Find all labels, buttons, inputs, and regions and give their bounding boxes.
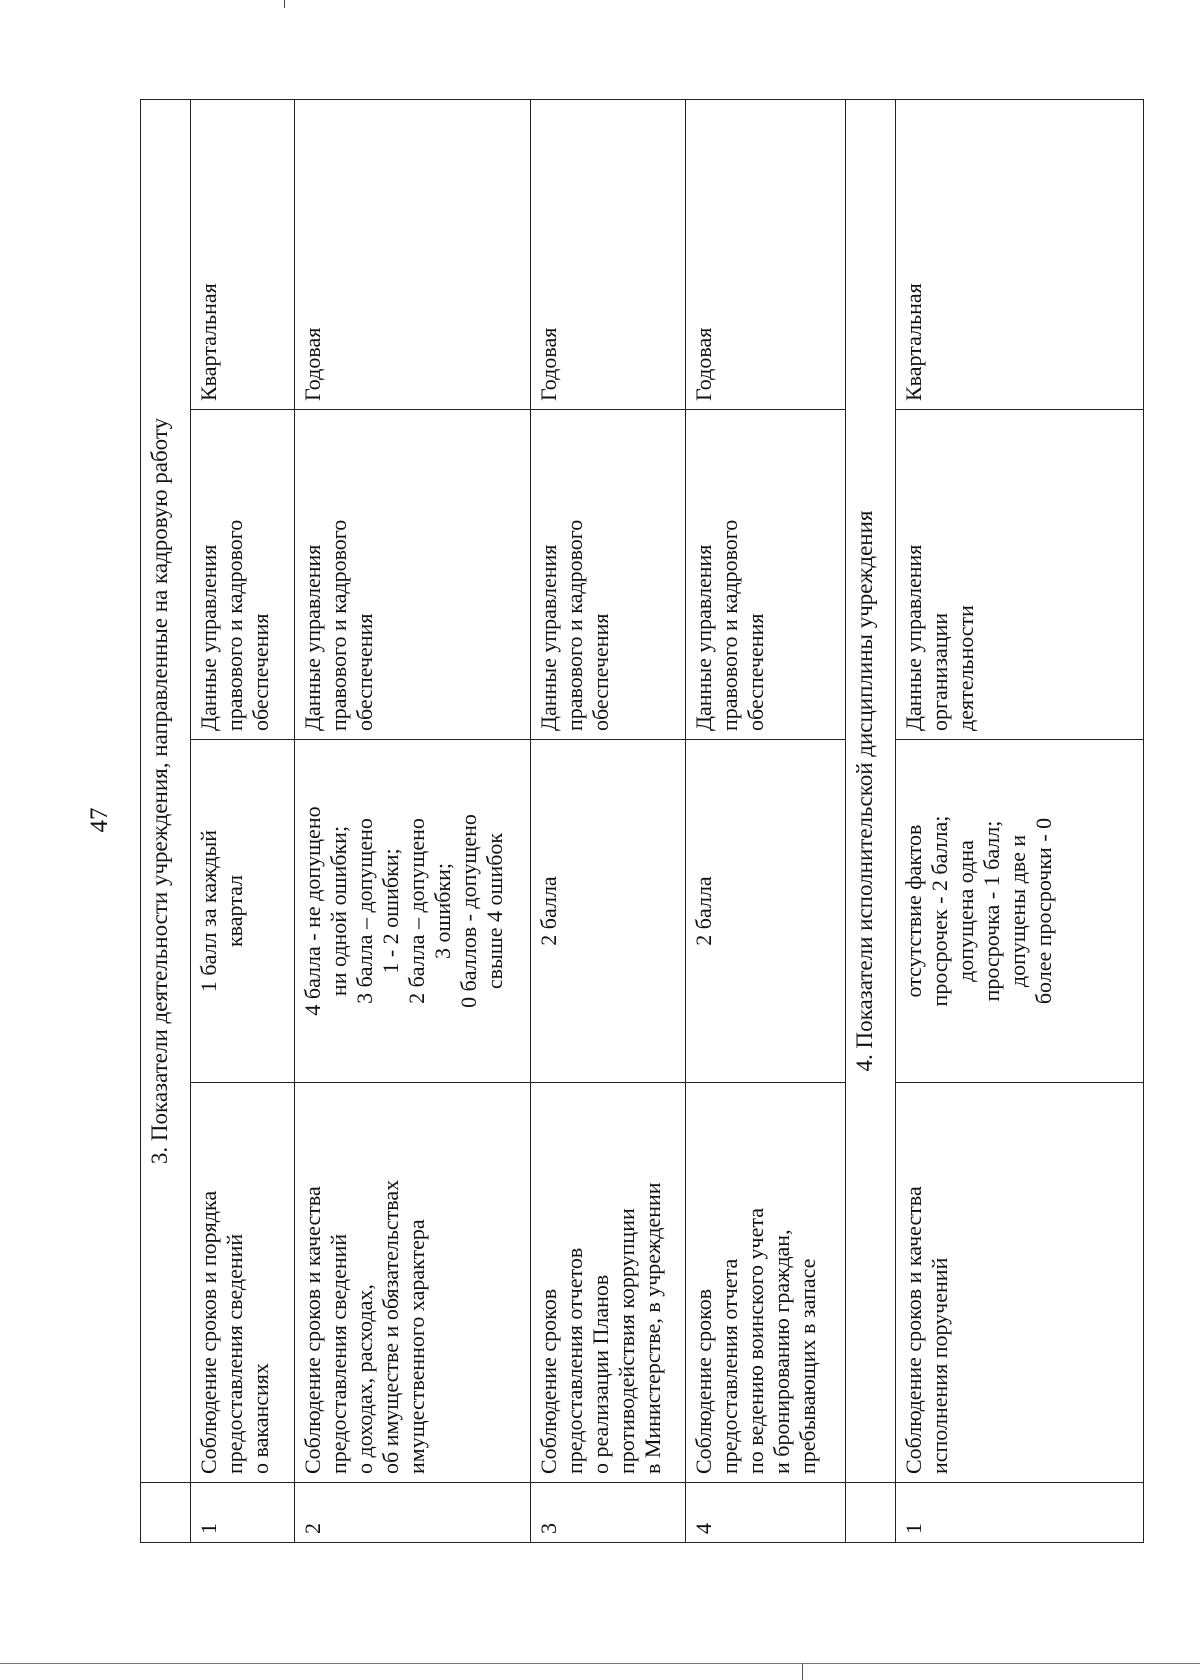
indicator-cell: Соблюдение сроков и качества исполнения поручений xyxy=(896,1083,1144,1483)
section-4-title: 4. Показатели исполнительской дисциплины учреждения xyxy=(846,99,896,1482)
source-cell: Данные управления организации деятельности xyxy=(896,410,1144,740)
source-cell: Данные управления правового и кадрового обеспечения xyxy=(191,410,295,740)
table-row xyxy=(531,99,686,1542)
points-cell: отсутствие фактов просрочек - 2 балла; допущена одна просрочка - 1 балл; допущены две и более просрочки - 0 xyxy=(896,740,1144,1083)
table-row xyxy=(191,99,295,1542)
points-cell: 1 балл за каждый квартал xyxy=(191,740,295,1083)
period-cell: Квартальная xyxy=(191,99,295,409)
indicators-table xyxy=(140,99,1144,1543)
section-header-row xyxy=(846,99,896,1542)
table-row xyxy=(896,99,1144,1542)
period-cell: Годовая xyxy=(531,99,686,409)
scan-mark-top xyxy=(284,0,285,8)
indicator-cell: Соблюдение сроков предоставления отчета по ведению воинского учета и бронированию граждан, пребывающих в запасе xyxy=(686,1083,846,1483)
table-row xyxy=(295,99,531,1542)
table-row xyxy=(686,99,846,1542)
section-header-row xyxy=(141,99,191,1542)
row-number: 1 xyxy=(896,1483,1144,1543)
period-cell: Годовая xyxy=(295,99,531,409)
points-cell: 2 балла xyxy=(686,740,846,1083)
row-number: 1 xyxy=(191,1483,295,1543)
indicator-cell: Соблюдение сроков и качества предоставления сведений о доходах, расходах, об имуществе и обязательствах имущественного характера xyxy=(295,1083,531,1483)
period-cell: Квартальная xyxy=(896,99,1144,409)
page-edge-mark xyxy=(802,1663,803,1680)
source-cell: Данные управления правового и кадрового обеспечения xyxy=(295,410,531,740)
indicator-cell: Соблюдение сроков и порядка предоставления сведений о вакансиях xyxy=(191,1083,295,1483)
period-cell: Годовая xyxy=(686,99,846,409)
points-cell: 4 балла - не допущено ни одной ошибки; 3 балла – допущено 1 - 2 ошибки; 2 балла – допущено 3 ошибки; 0 баллов - допущено свыше 4 ошибок xyxy=(295,740,531,1083)
page-edge-line xyxy=(0,1663,1200,1664)
row-number: 4 xyxy=(686,1483,846,1543)
source-cell: Данные управления правового и кадрового обеспечения xyxy=(686,410,846,740)
indicators-table-rotated xyxy=(140,100,1143,1543)
page-number: 47 xyxy=(86,807,113,833)
source-cell: Данные управления правового и кадрового обеспечения xyxy=(531,410,686,740)
indicator-cell: Соблюдение сроков предоставления отчетов о реализации Планов противодействия коррупции в Министерстве, в учреждении xyxy=(531,1083,686,1483)
section-3-title: 3. Показатели деятельности учреждения, направленные на кадровую работу xyxy=(141,99,191,1482)
row-number: 3 xyxy=(531,1483,686,1543)
points-cell: 2 балла xyxy=(531,740,686,1083)
row-number: 2 xyxy=(295,1483,531,1543)
